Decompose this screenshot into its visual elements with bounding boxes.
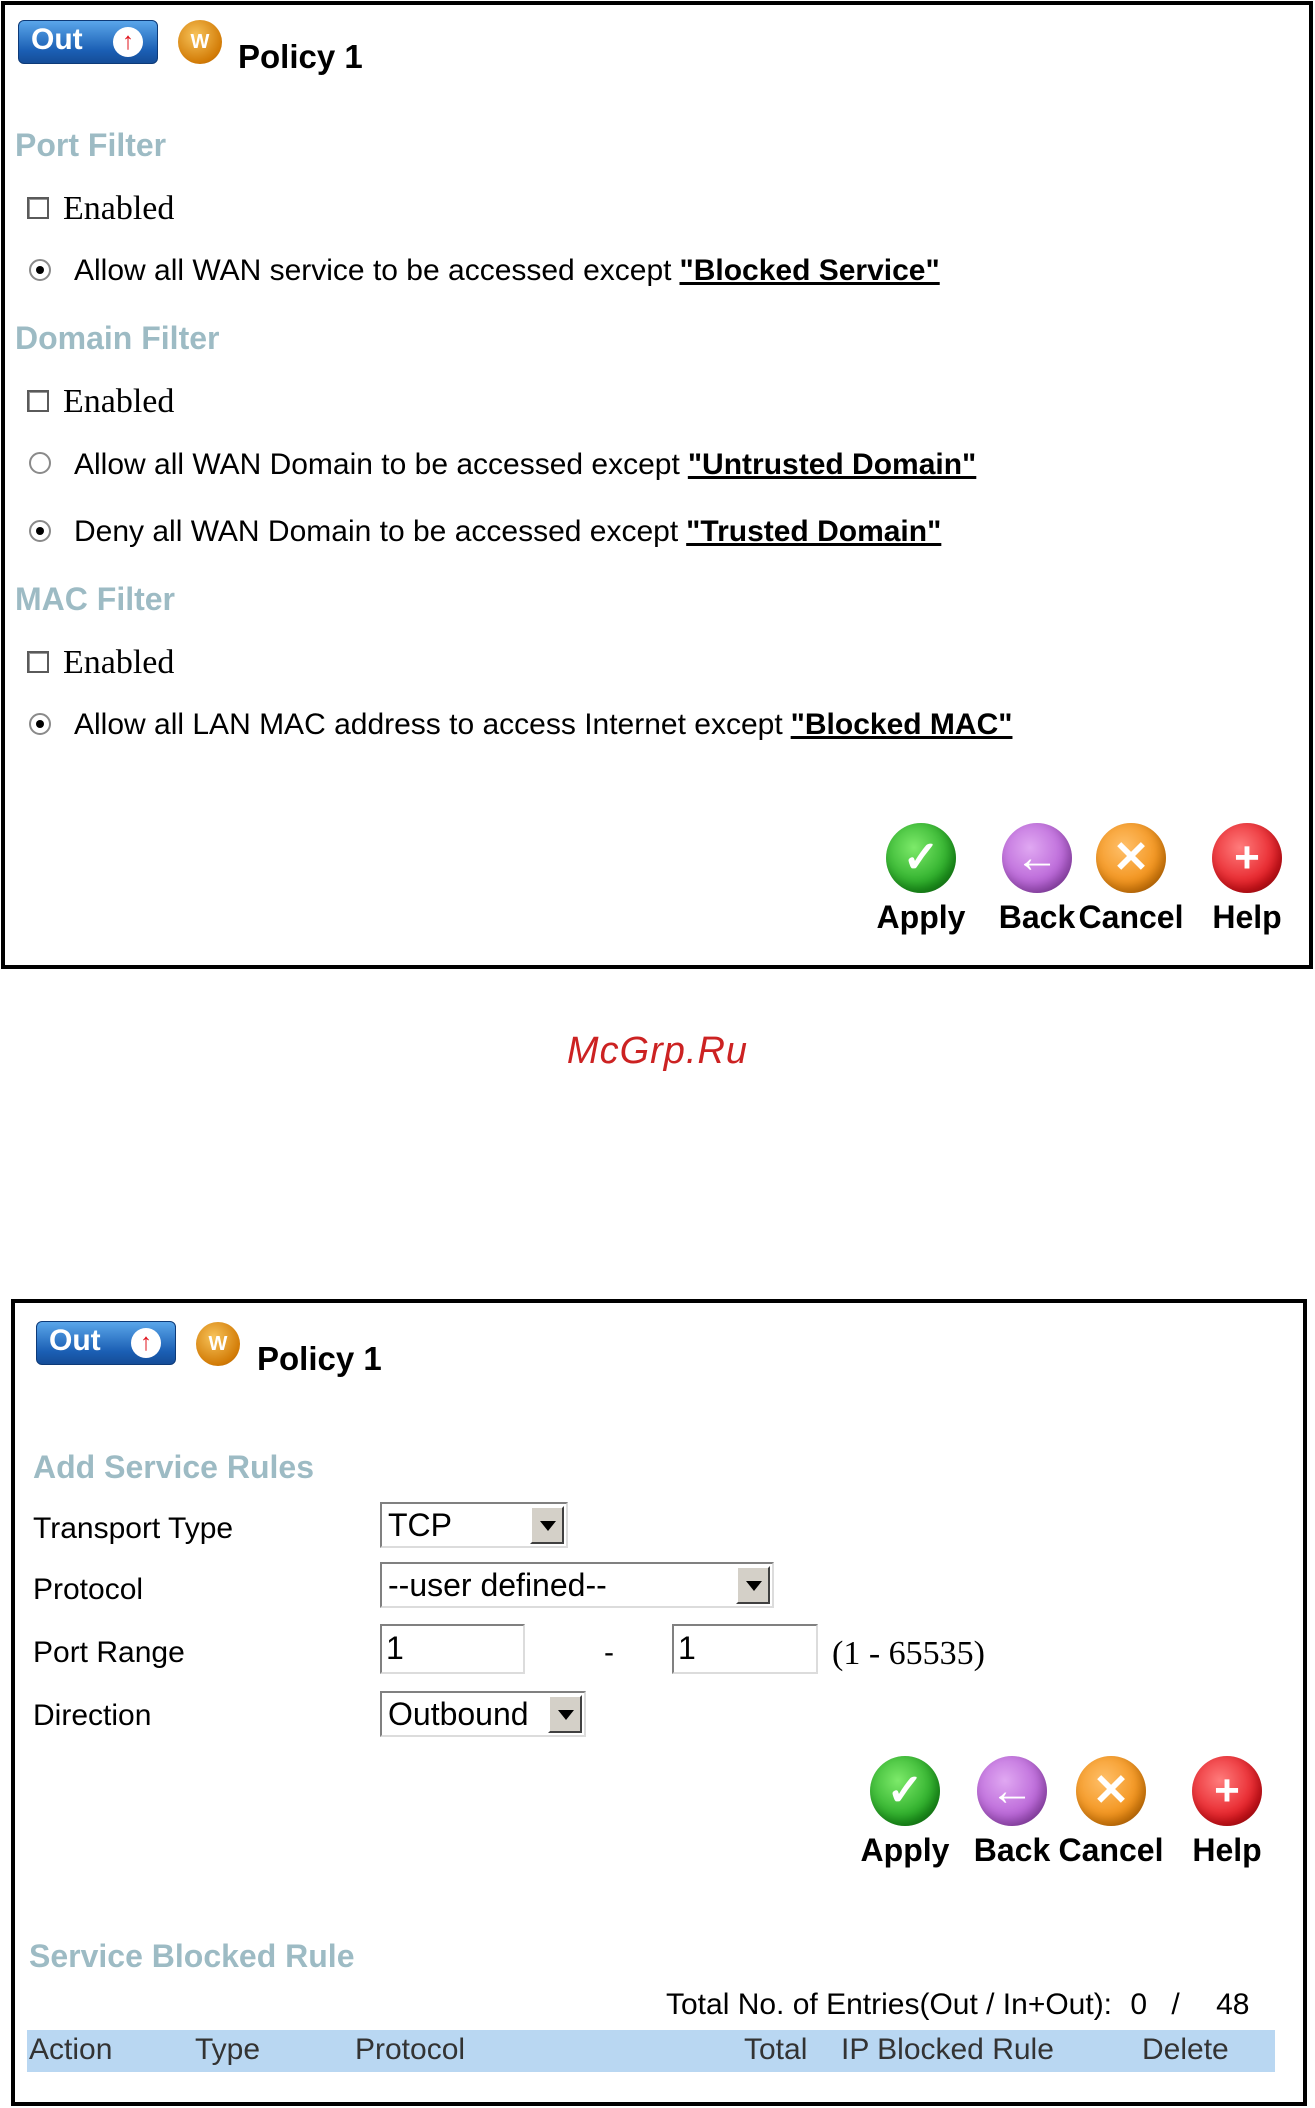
trusted-domain-link[interactable]: "Trusted Domain" <box>686 515 942 548</box>
untrusted-domain-link[interactable]: "Untrusted Domain" <box>687 448 977 481</box>
back-label-2: Back <box>973 1832 1051 1868</box>
port-filter-enabled-checkbox[interactable] <box>27 197 49 219</box>
checkmark-icon: ✓ <box>870 1756 940 1826</box>
column-header-type: Type <box>195 2033 261 2066</box>
total-entries-label: Total No. of Entries(Out / In+Out): <box>666 1988 1113 2021</box>
transport-type-select[interactable] <box>380 1502 568 1548</box>
checkmark-icon: ✓ <box>886 823 956 893</box>
w-badge-icon: W <box>178 20 222 64</box>
protocol-select[interactable] <box>380 1562 774 1608</box>
total-entries <box>666 1988 1249 2022</box>
domain-filter-option-deny <box>74 515 941 549</box>
cancel-button[interactable] <box>1076 823 1186 936</box>
transport-type-value: TCP <box>388 1507 452 1543</box>
direction-value: Outbound <box>388 1696 529 1732</box>
apply-label-2: Apply <box>860 1832 950 1868</box>
help-plus-icon: + <box>1192 1756 1262 1826</box>
mac-filter-heading: MAC Filter <box>15 581 175 617</box>
domain-filter-heading: Domain Filter <box>15 320 220 356</box>
add-service-rules-heading: Add Service Rules <box>33 1449 314 1485</box>
port-range-label: Port Range <box>33 1636 185 1669</box>
domain-filter-allow-text: Allow all WAN Domain to be accessed except <box>74 448 680 481</box>
out-direction-button[interactable] <box>18 20 158 64</box>
out-direction-button-2[interactable] <box>36 1321 176 1365</box>
back-arrow-icon: ← <box>1002 823 1072 893</box>
watermark: McGrp.Ru <box>566 1030 749 1072</box>
cancel-button-2[interactable] <box>1056 1756 1166 1869</box>
port-filter-option <box>74 254 940 288</box>
column-header-protocol: Protocol <box>355 2033 466 2066</box>
total-entries-separator: / <box>1171 1988 1180 2021</box>
w-badge-icon-2: W <box>196 1322 240 1366</box>
column-header-ip-blocked-rule: IP Blocked Rule <box>841 2033 1054 2066</box>
mac-filter-enabled-checkbox[interactable] <box>27 651 49 673</box>
add-service-rules-panel <box>11 1299 1307 2106</box>
back-button-2[interactable] <box>957 1756 1067 1869</box>
protocol-value: --user defined-- <box>388 1567 607 1603</box>
domain-filter-enabled-checkbox[interactable] <box>27 390 49 412</box>
cancel-x-icon: ✕ <box>1076 1756 1146 1826</box>
column-header-action: Action <box>29 2033 113 2066</box>
help-label-2: Help <box>1192 1832 1262 1868</box>
up-arrow-icon: ↑ <box>113 27 143 57</box>
page-title: Policy 1 <box>238 38 363 75</box>
total-entries-total: 48 <box>1216 1988 1250 2021</box>
domain-filter-option-allow <box>74 448 976 482</box>
out-label-2: Out <box>49 1324 101 1357</box>
column-header-total: Total <box>744 2033 808 2066</box>
port-filter-allow-radio[interactable] <box>29 259 51 281</box>
port-range-from-input[interactable]: 1 <box>380 1624 525 1674</box>
back-arrow-icon: ← <box>977 1756 1047 1826</box>
cancel-label-2: Cancel <box>1058 1832 1164 1868</box>
protocol-label: Protocol <box>33 1573 144 1606</box>
port-filter-option-text: Allow all WAN service to be accessed except <box>74 254 672 287</box>
column-header-delete: Delete <box>1142 2033 1229 2066</box>
port-range-separator: - <box>604 1636 614 1669</box>
help-plus-icon: + <box>1212 823 1282 893</box>
help-label: Help <box>1212 899 1282 935</box>
cancel-x-icon: ✕ <box>1096 823 1166 893</box>
service-blocked-rule-heading: Service Blocked Rule <box>29 1938 355 1974</box>
mac-filter-enabled-label: Enabled <box>63 644 175 681</box>
chevron-down-icon <box>530 1506 564 1544</box>
domain-filter-deny-radio[interactable] <box>29 520 51 542</box>
domain-filter-allow-radio[interactable] <box>29 452 51 474</box>
blocked-mac-link[interactable]: "Blocked MAC" <box>790 708 1013 741</box>
apply-label: Apply <box>876 899 966 935</box>
mac-filter-option-text: Allow all LAN MAC address to access Internet except <box>74 708 783 741</box>
port-range-to-input[interactable]: 1 <box>672 1624 818 1674</box>
direction-select[interactable] <box>380 1691 586 1737</box>
mac-filter-allow-radio[interactable] <box>29 713 51 735</box>
up-arrow-icon-2: ↑ <box>131 1328 161 1358</box>
port-range-note: (1 - 65535) <box>832 1635 985 1672</box>
port-filter-heading: Port Filter <box>15 127 167 163</box>
cancel-label: Cancel <box>1078 899 1184 935</box>
back-label: Back <box>998 899 1076 935</box>
chevron-down-icon <box>736 1566 770 1604</box>
direction-label: Direction <box>33 1699 152 1732</box>
blocked-service-link[interactable]: "Blocked Service" <box>679 254 940 287</box>
mac-filter-option <box>74 708 1012 742</box>
apply-button-2[interactable] <box>850 1756 960 1869</box>
apply-button[interactable] <box>866 823 976 936</box>
out-label: Out <box>31 23 83 56</box>
help-button[interactable] <box>1192 823 1302 936</box>
chevron-down-icon <box>548 1695 582 1733</box>
port-filter-enabled-label: Enabled <box>63 190 175 227</box>
total-entries-out: 0 <box>1130 1988 1148 2021</box>
transport-type-label: Transport Type <box>33 1512 234 1545</box>
domain-filter-deny-text: Deny all WAN Domain to be accessed except <box>74 515 679 548</box>
domain-filter-enabled-label: Enabled <box>63 383 175 420</box>
page-title-2: Policy 1 <box>257 1340 382 1377</box>
help-button-2[interactable] <box>1172 1756 1282 1869</box>
